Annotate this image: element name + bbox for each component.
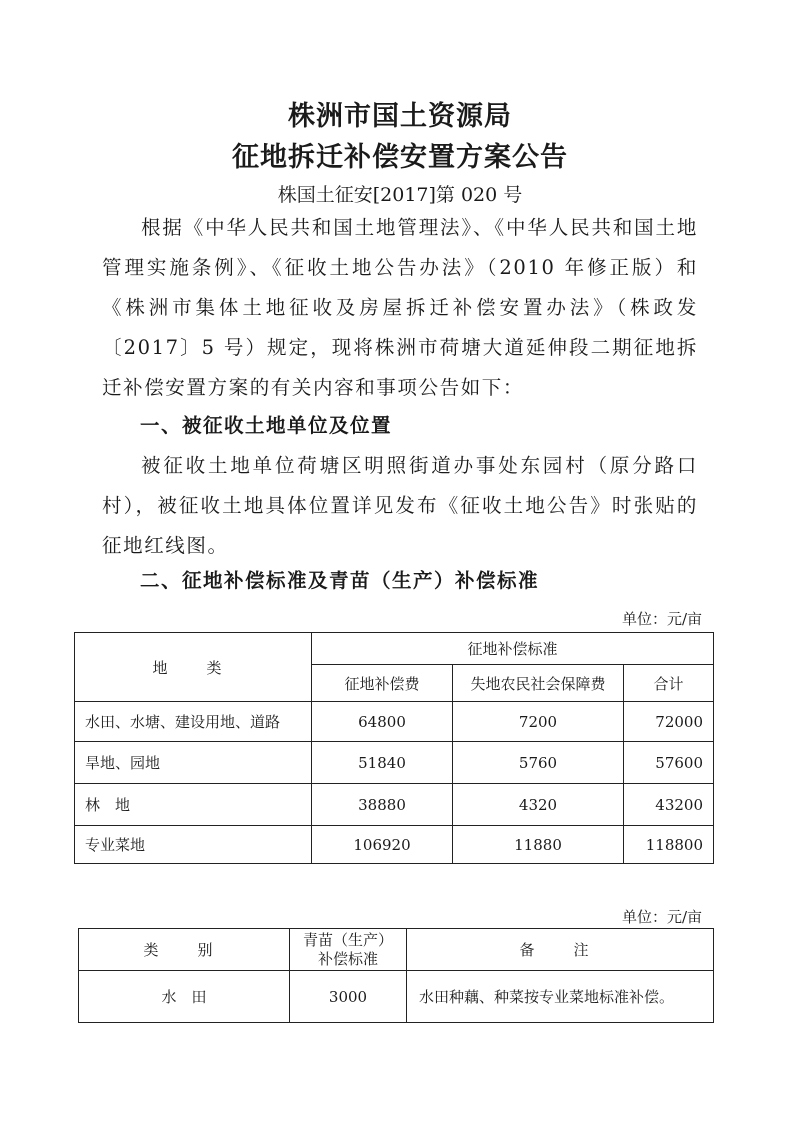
header-compensation-standard: 征地补偿标准 xyxy=(312,633,714,665)
header-note: 备 注 xyxy=(407,929,714,971)
cell-crop-value: 3000 xyxy=(290,971,407,1023)
table-row xyxy=(75,826,714,864)
table-row xyxy=(75,742,714,784)
table-2-unit: 单位：元/亩 xyxy=(622,908,703,926)
cell-land-type: 林 地 xyxy=(75,784,312,826)
table-header-row xyxy=(75,633,714,665)
header-land-type: 地 类 xyxy=(75,633,312,702)
cell-compensation-fee: 51840 xyxy=(312,742,453,784)
cell-total: 57600 xyxy=(624,742,714,784)
table-1-unit: 单位：元/亩 xyxy=(622,610,703,628)
cell-note: 水田种藕、种菜按专业菜地标准补偿。 xyxy=(407,971,714,1023)
cell-land-type: 水田、水塘、建设用地、道路 xyxy=(75,702,312,742)
cell-compensation-fee: 106920 xyxy=(312,826,453,864)
cell-social-security-fee: 7200 xyxy=(453,702,624,742)
cell-total: 72000 xyxy=(624,702,714,742)
header-compensation-fee: 征地补偿费 xyxy=(312,665,453,702)
cell-social-security-fee: 11880 xyxy=(453,826,624,864)
section-2-heading: 二、征地补偿标准及青苗（生产）补偿标准 xyxy=(140,569,540,592)
cell-total: 43200 xyxy=(624,784,714,826)
header-crop-line-1: 青苗（生产） xyxy=(302,930,393,949)
cell-total: 118800 xyxy=(624,826,714,864)
header-social-security-fee: 失地农民社会保障费 xyxy=(453,665,624,702)
cell-social-security-fee: 5760 xyxy=(453,742,624,784)
title-line-2: 征地拆迁补偿安置方案公告 xyxy=(232,142,568,173)
header-total: 合计 xyxy=(624,665,714,702)
land-compensation-table xyxy=(74,632,714,864)
cell-compensation-fee: 64800 xyxy=(312,702,453,742)
table-row xyxy=(75,784,714,826)
cell-land-type: 专业菜地 xyxy=(75,826,312,864)
cell-land-type: 旱地、园地 xyxy=(75,742,312,784)
crop-compensation-table xyxy=(78,928,714,1023)
header-category: 类 别 xyxy=(79,929,290,971)
intro-paragraph: 根据《中华人民共和国土地管理法》、《中华人民共和国土地管理实施条例》、《征收土地公告办法》（2010 年修正版）和《株洲市集体土地征收及房屋拆迁补偿安置办法》（株政发〔2017〕5 号）规定，现将株洲市荷塘大道延伸段二期征地拆迁补偿安置方案的有关内容和事项公告如下： xyxy=(102,216,698,399)
cell-social-security-fee: 4320 xyxy=(453,784,624,826)
header-crop-compensation xyxy=(290,929,407,971)
header-crop-line-2: 补偿标准 xyxy=(317,949,378,968)
section-1-paragraph: 被征收土地单位荷塘区明照街道办事处东园村（原分路口村），被征收土地具体位置详见发布《征收土地公告》时张贴的征地红线图。 xyxy=(102,454,698,557)
table-row xyxy=(75,702,714,742)
document-number: 株国土征安[2017]第 020 号 xyxy=(277,184,523,206)
table-header-row xyxy=(79,929,714,971)
cell-category: 水 田 xyxy=(79,971,290,1023)
table-row xyxy=(79,971,714,1023)
title-line-1: 株洲市国土资源局 xyxy=(288,101,512,132)
section-1-heading: 一、被征收土地单位及位置 xyxy=(140,414,393,437)
cell-compensation-fee: 38880 xyxy=(312,784,453,826)
